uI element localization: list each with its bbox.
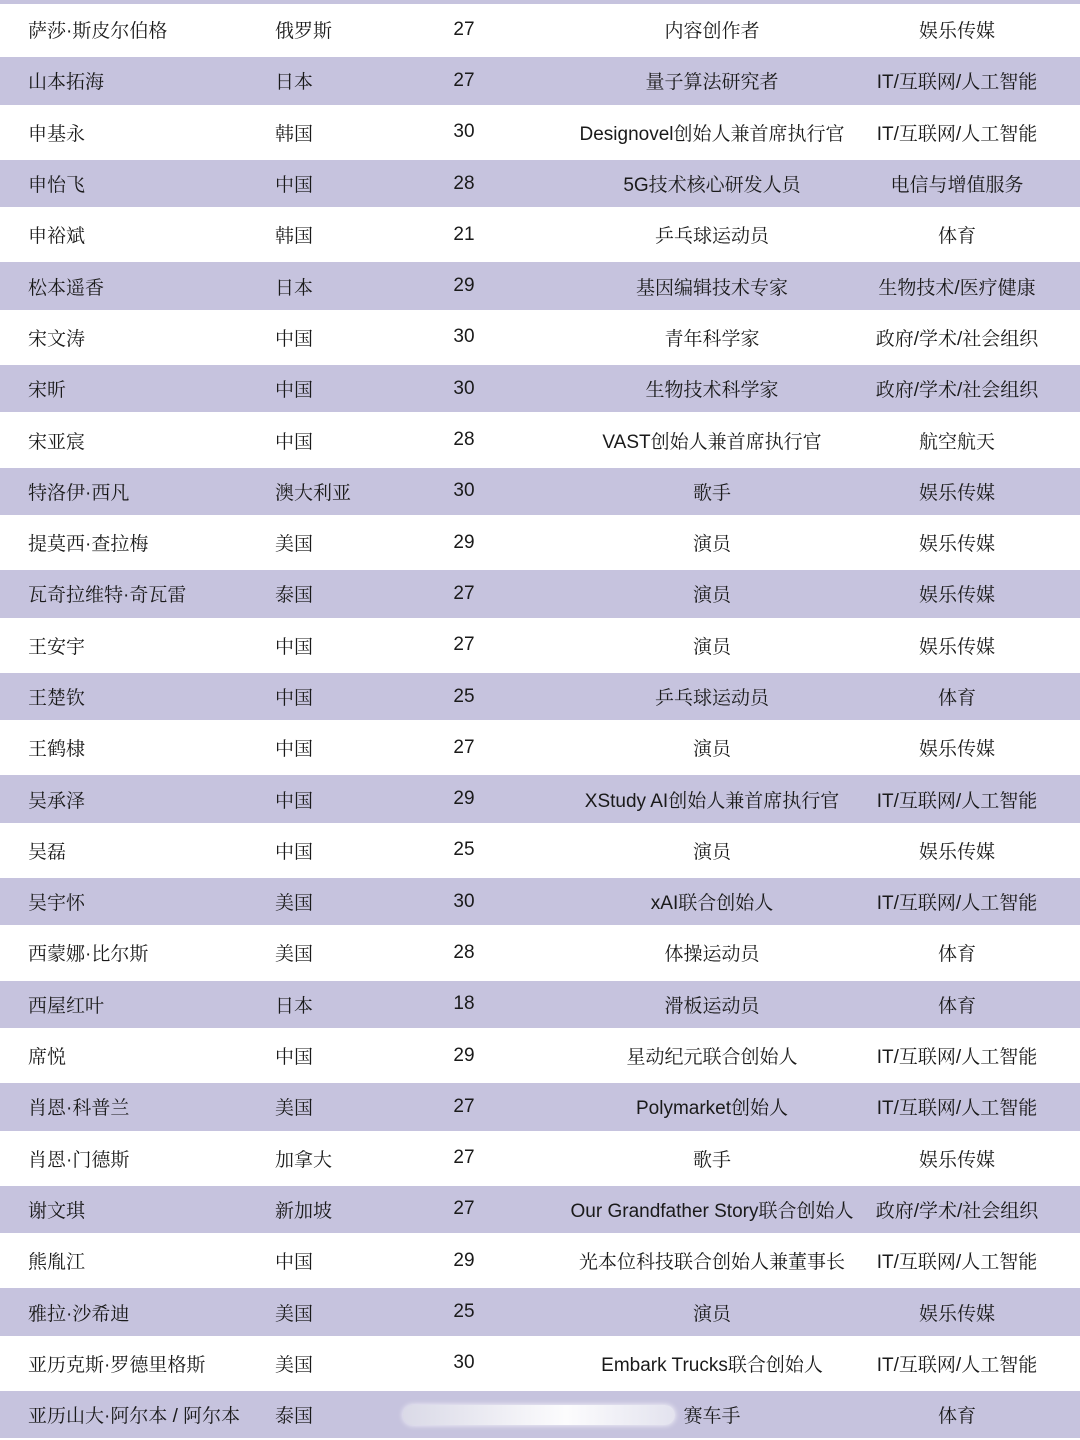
industry-cell: IT/互联网/人工智能 bbox=[876, 1252, 1038, 1274]
name-cell: 雅拉·沙希迪 bbox=[28, 1303, 130, 1325]
table-row bbox=[0, 1030, 1080, 1081]
industry-cell: 体育 bbox=[937, 226, 976, 248]
country-cell: 日本 bbox=[275, 995, 314, 1017]
title-cell: Designovel创始人兼首席执行官 bbox=[579, 123, 845, 145]
name-cell: 宋亚宸 bbox=[28, 431, 86, 453]
industry-cell: 娱乐传媒 bbox=[918, 585, 995, 607]
title-cell: 演员 bbox=[692, 841, 731, 863]
industry-cell: 体育 bbox=[937, 944, 976, 966]
table-row bbox=[0, 158, 1080, 209]
age-cell: 29 bbox=[453, 1249, 475, 1271]
age-cell: 25 bbox=[453, 839, 475, 861]
name-cell: 宋文涛 bbox=[28, 328, 86, 350]
name-cell: 吴承泽 bbox=[28, 790, 86, 812]
industry-cell: 娱乐传媒 bbox=[918, 841, 995, 863]
title-cell: VAST创始人兼首席执行官 bbox=[602, 431, 822, 453]
table-row bbox=[0, 1133, 1080, 1184]
industry-cell: 娱乐传媒 bbox=[918, 1149, 995, 1171]
age-cell: 27 bbox=[453, 1198, 475, 1220]
industry-cell: 电信与增值服务 bbox=[890, 175, 1024, 197]
age-cell: 29 bbox=[453, 1044, 475, 1066]
title-cell: 基因编辑技术专家 bbox=[635, 277, 788, 299]
country-cell: 美国 bbox=[275, 944, 314, 966]
industry-cell: 娱乐传媒 bbox=[918, 1303, 995, 1325]
age-cell: 30 bbox=[453, 890, 475, 912]
name-cell: 提莫西·查拉梅 bbox=[28, 534, 149, 556]
name-cell: 山本拓海 bbox=[28, 72, 105, 94]
title-cell: 青年科学家 bbox=[664, 328, 760, 350]
industry-cell: 政府/学术/社会组织 bbox=[875, 1200, 1039, 1222]
table-row bbox=[0, 876, 1080, 927]
age-cell: 30 bbox=[453, 480, 475, 502]
country-cell: 中国 bbox=[275, 739, 314, 761]
country-cell: 日本 bbox=[275, 72, 314, 94]
name-cell: 谢文琪 bbox=[28, 1200, 86, 1222]
name-cell: 宋昕 bbox=[28, 380, 67, 402]
country-cell: 中国 bbox=[275, 328, 314, 350]
name-cell: 王安宇 bbox=[28, 636, 86, 658]
name-cell: 特洛伊·西凡 bbox=[28, 482, 130, 504]
name-cell: 亚历克斯·罗德里格斯 bbox=[28, 1354, 206, 1376]
age-cell: 28 bbox=[453, 941, 475, 963]
industry-cell: 体育 bbox=[937, 688, 976, 709]
table-row bbox=[0, 1081, 1080, 1132]
table-row bbox=[0, 979, 1080, 1030]
name-cell: 申裕斌 bbox=[28, 226, 86, 248]
industry-cell: IT/互联网/人工智能 bbox=[876, 72, 1038, 94]
title-cell: 星动纪元联合创始人 bbox=[626, 1047, 798, 1069]
title-cell: 演员 bbox=[692, 739, 731, 761]
table-row bbox=[0, 414, 1080, 465]
table-row bbox=[0, 517, 1080, 568]
title-cell: Embark Trucks联合创始人 bbox=[601, 1354, 823, 1376]
industry-cell: IT/互联网/人工智能 bbox=[876, 1354, 1038, 1376]
title-cell: 乒乓球运动员 bbox=[654, 226, 769, 248]
age-cell: 18 bbox=[453, 993, 475, 1015]
table-row bbox=[0, 722, 1080, 773]
age-cell: 30 bbox=[453, 1352, 475, 1374]
name-cell: 西蒙娜·比尔斯 bbox=[28, 944, 149, 966]
name-cell: 亚历山大·阿尔本 / 阿尔本 bbox=[28, 1406, 241, 1428]
age-cell: 29 bbox=[453, 788, 475, 810]
name-cell: 西屋红叶 bbox=[28, 995, 105, 1017]
age-cell: 27 bbox=[453, 69, 475, 91]
country-cell: 日本 bbox=[275, 277, 314, 299]
table-row bbox=[0, 209, 1080, 260]
country-cell: 中国 bbox=[275, 175, 314, 197]
country-cell: 美国 bbox=[275, 1303, 314, 1325]
industry-cell: 体育 bbox=[937, 995, 976, 1017]
age-cell: 28 bbox=[453, 172, 475, 194]
country-cell: 韩国 bbox=[275, 123, 314, 145]
country-cell: 中国 bbox=[275, 380, 314, 402]
age-cell: 28 bbox=[453, 429, 475, 451]
table-row bbox=[0, 825, 1080, 876]
country-cell: 中国 bbox=[275, 1047, 314, 1069]
age-cell: 29 bbox=[453, 531, 475, 553]
name-cell: 瓦奇拉维特·奇瓦雷 bbox=[28, 585, 187, 607]
industry-cell: IT/互联网/人工智能 bbox=[876, 893, 1038, 915]
country-cell: 中国 bbox=[275, 1252, 314, 1274]
name-cell: 萨莎·斯皮尔伯格 bbox=[28, 21, 168, 43]
name-cell: 吴磊 bbox=[28, 841, 67, 863]
industry-cell: IT/互联网/人工智能 bbox=[876, 123, 1038, 145]
name-cell: 肖恩·门德斯 bbox=[28, 1149, 130, 1171]
age-cell: 30 bbox=[453, 377, 475, 399]
industry-cell: 娱乐传媒 bbox=[918, 534, 995, 556]
name-cell: 熊胤江 bbox=[28, 1252, 86, 1274]
industry-cell: 政府/学术/社会组织 bbox=[875, 328, 1039, 350]
title-cell: 内容创作者 bbox=[664, 21, 760, 43]
age-cell: 21 bbox=[453, 223, 475, 245]
title-cell: 生物技术科学家 bbox=[645, 380, 779, 402]
age-cell: 27 bbox=[453, 736, 475, 758]
age-cell: 27 bbox=[453, 582, 475, 604]
table-row bbox=[0, 363, 1080, 414]
table-row bbox=[0, 1184, 1080, 1235]
country-cell: 中国 bbox=[275, 431, 314, 453]
name-cell: 肖恩·科普兰 bbox=[28, 1098, 130, 1120]
title-cell: Polymarket创始人 bbox=[635, 1098, 789, 1120]
title-cell: 歌手 bbox=[692, 482, 731, 504]
table-row bbox=[0, 260, 1080, 311]
title-cell: 演员 bbox=[692, 636, 731, 658]
table-row bbox=[0, 620, 1080, 671]
industry-cell: 航空航天 bbox=[918, 431, 995, 453]
country-cell: 俄罗斯 bbox=[275, 21, 333, 43]
country-cell: 美国 bbox=[275, 534, 314, 556]
country-cell: 泰国 bbox=[275, 1406, 314, 1428]
table-row bbox=[0, 671, 1080, 722]
table-row bbox=[0, 1235, 1080, 1286]
country-cell: 泰国 bbox=[275, 585, 314, 607]
title-cell: 5G技术核心研发人员 bbox=[623, 175, 801, 197]
title-cell: 演员 bbox=[692, 585, 731, 607]
table-row bbox=[0, 1338, 1080, 1389]
age-cell: 29 bbox=[453, 275, 475, 297]
name-cell: 申基永 bbox=[28, 123, 86, 145]
age-cell: 27 bbox=[453, 1147, 475, 1169]
name-cell: 申怡飞 bbox=[28, 175, 86, 197]
title-cell: 量子算法研究者 bbox=[645, 72, 779, 94]
name-cell: 王鹤棣 bbox=[28, 739, 86, 761]
watermark-overlay bbox=[403, 1405, 675, 1425]
table-row bbox=[0, 927, 1080, 978]
country-cell: 中国 bbox=[275, 841, 314, 863]
country-cell: 澳大利亚 bbox=[275, 482, 352, 504]
table-row bbox=[0, 568, 1080, 619]
title-cell: 赛车手 bbox=[683, 1406, 741, 1428]
table-row bbox=[0, 107, 1080, 158]
name-cell: 王楚钦 bbox=[28, 688, 86, 709]
title-cell: 乒乓球运动员 bbox=[654, 688, 769, 709]
age-cell: 25 bbox=[453, 1301, 475, 1323]
age-cell: 27 bbox=[453, 634, 475, 656]
name-cell: 席悦 bbox=[28, 1047, 67, 1069]
industry-cell: 体育 bbox=[937, 1406, 976, 1428]
table-row bbox=[0, 773, 1080, 824]
age-cell: 27 bbox=[453, 1095, 475, 1117]
industry-cell: IT/互联网/人工智能 bbox=[876, 1098, 1038, 1120]
industry-cell: 娱乐传媒 bbox=[918, 482, 995, 504]
title-cell: 演员 bbox=[692, 534, 731, 556]
age-cell: 30 bbox=[453, 121, 475, 143]
title-cell: xAI联合创始人 bbox=[650, 893, 774, 915]
country-cell: 中国 bbox=[275, 636, 314, 658]
name-cell: 吴宇怀 bbox=[28, 893, 86, 915]
name-cell: 松本遥香 bbox=[28, 277, 105, 299]
country-cell: 中国 bbox=[275, 790, 314, 812]
country-cell: 韩国 bbox=[275, 226, 314, 248]
industry-cell: IT/互联网/人工智能 bbox=[876, 1047, 1038, 1069]
country-cell: 加拿大 bbox=[275, 1149, 333, 1171]
table-row bbox=[0, 312, 1080, 363]
title-cell: 体操运动员 bbox=[664, 944, 760, 966]
country-cell: 新加坡 bbox=[275, 1200, 333, 1222]
country-cell: 美国 bbox=[275, 1098, 314, 1120]
table-row bbox=[0, 55, 1080, 106]
country-cell: 中国 bbox=[275, 688, 314, 709]
industry-cell: IT/互联网/人工智能 bbox=[876, 790, 1038, 812]
country-cell: 美国 bbox=[275, 1354, 314, 1376]
honoree-table bbox=[0, 4, 1080, 1440]
country-cell: 美国 bbox=[275, 893, 314, 915]
industry-cell: 娱乐传媒 bbox=[918, 636, 995, 658]
age-cell: 30 bbox=[453, 326, 475, 348]
industry-cell: 娱乐传媒 bbox=[918, 21, 995, 43]
table-row bbox=[0, 466, 1080, 517]
industry-cell: 政府/学术/社会组织 bbox=[875, 380, 1039, 402]
table-row bbox=[0, 4, 1080, 55]
title-cell: 歌手 bbox=[692, 1149, 731, 1171]
title-cell: 滑板运动员 bbox=[664, 995, 760, 1017]
title-cell: 演员 bbox=[692, 1303, 731, 1325]
industry-cell: 娱乐传媒 bbox=[918, 739, 995, 761]
title-cell: 光本位科技联合创始人兼董事长 bbox=[578, 1252, 845, 1274]
title-cell: Our Grandfather Story联合创始人 bbox=[570, 1200, 854, 1222]
industry-cell: 生物技术/医疗健康 bbox=[878, 277, 1036, 299]
table-row bbox=[0, 1286, 1080, 1337]
title-cell: XStudy AI创始人兼首席执行官 bbox=[584, 790, 840, 812]
age-cell: 27 bbox=[453, 18, 475, 40]
age-cell: 25 bbox=[453, 685, 475, 707]
